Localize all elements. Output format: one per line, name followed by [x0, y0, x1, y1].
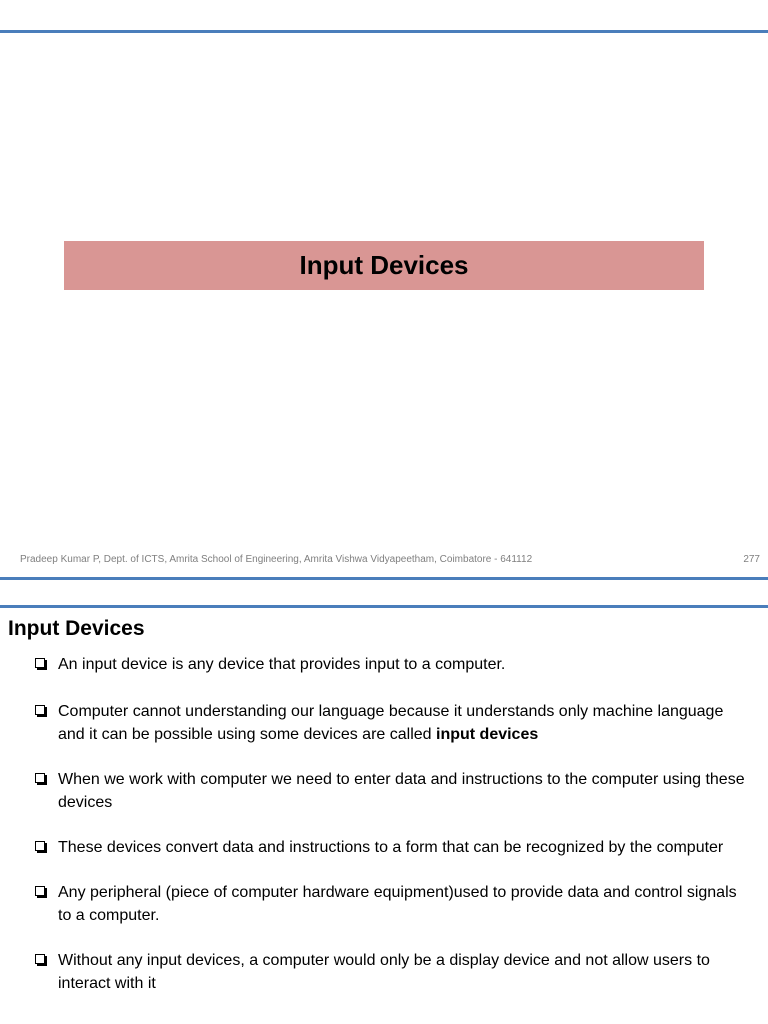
- checkbox-bullet-icon: [35, 841, 45, 851]
- bullet-item: [34, 881, 749, 927]
- title-banner: [64, 241, 704, 290]
- checkbox-bullet-icon: [35, 705, 45, 715]
- slide-title: Input Devices: [299, 250, 469, 280]
- bullet-text: These devices convert data and instructions to a form that can be recognized by the computer: [58, 839, 724, 856]
- page-number: 277: [743, 554, 760, 565]
- checkbox-bullet-icon: [35, 886, 45, 896]
- bullet-item: [34, 653, 749, 676]
- checkbox-bullet-icon: [35, 658, 45, 668]
- bullet-text: Any peripheral (piece of computer hardware equipment)used to provide data and control signals to a computer.: [58, 884, 737, 924]
- bullet-text: Without any input devices, a computer would only be a display device and not allow users to interact with it: [58, 952, 710, 992]
- bullet-item: [34, 700, 749, 746]
- bullet-text: Computer cannot understanding our language because it understands only machine language and it can be possible using some devices are called: [58, 703, 724, 743]
- checkbox-bullet-icon: [35, 773, 45, 783]
- bullet-item: [34, 836, 749, 859]
- slide-top-rule: [0, 30, 768, 33]
- bullet-item: [34, 949, 749, 995]
- slide-heading: Input Devices: [8, 617, 145, 640]
- bullet-emphasis: input devices: [436, 726, 539, 743]
- slide-top-rule: [0, 605, 768, 608]
- slide-bottom-rule: [0, 577, 768, 580]
- bullet-text: An input device is any device that provides input to a computer.: [58, 656, 506, 673]
- checkbox-bullet-icon: [35, 954, 45, 964]
- bullet-list: [34, 653, 749, 995]
- bullet-text: When we work with computer we need to enter data and instructions to the computer using these devices: [58, 771, 745, 811]
- footer-credit: Pradeep Kumar P, Dept. of ICTS, Amrita School of Engineering, Amrita Vishwa Vidyapeetham, Coimbatore - 641112: [20, 554, 533, 565]
- bullet-item: [34, 768, 749, 814]
